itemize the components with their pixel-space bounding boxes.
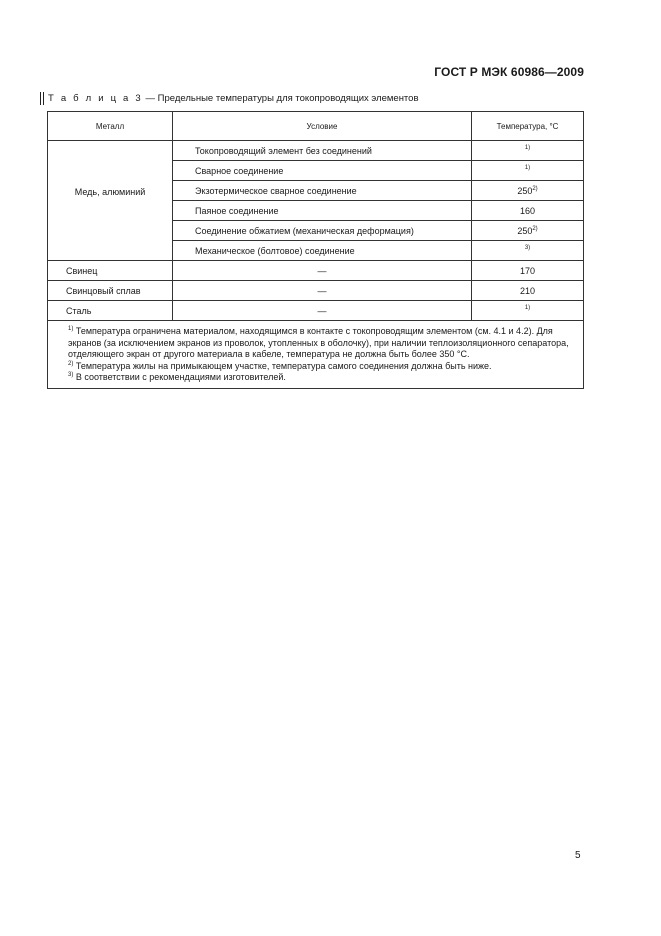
table-header-row <box>48 112 584 141</box>
footnote-ref: 2) <box>532 185 538 192</box>
footnote-ref: 1) <box>524 304 531 311</box>
temperature-limits-table <box>47 111 584 389</box>
metal-cell: Свинец <box>48 261 173 281</box>
caption-title: — Предельные температуры для токопроводящих элементов <box>142 93 419 104</box>
table-row <box>48 261 584 281</box>
column-header-condition: Условие <box>173 112 472 141</box>
table-caption <box>40 92 585 106</box>
temperature-cell: 250$^{2)}$ <box>472 221 584 241</box>
footnote-ref: 1) <box>524 144 531 151</box>
footnote: $^{2)}$ Температура жилы на примыкающем участке, температура самого соединения должна быть ниже. <box>68 360 492 371</box>
caption-label: Т а б л и ц а 3 <box>48 93 143 104</box>
condition-cell: Соединение обжатием (механическая деформация) <box>173 221 472 241</box>
column-header-temperature: Температура, °С <box>472 112 584 141</box>
condition-cell: — <box>173 301 472 321</box>
footnote-mark: 3) <box>68 372 74 378</box>
metal-cell-copper-aluminium: Медь, алюминий <box>48 141 173 261</box>
footnote: $^{1)}$ Температура ограничена материалом, находящимся в контакте с токопроводящим элементом (см. 4.1 и 4.2). Для экранов (за исключением экранов из проволок, утопленных в оболочку), при наличии теплоизоляционного сепаратора, отделяющего экран от другого материала в кабеле, температура не должна быть более 350 °С. <box>68 326 569 359</box>
document-code: ГОСТ Р МЭК 60986—2009 <box>434 65 584 79</box>
condition-cell: Паяное соединение <box>173 201 472 221</box>
temperature-cell: 210 <box>472 281 584 301</box>
temperature-cell <box>472 241 584 261</box>
temperature-cell: 250$^{2)}$ <box>472 181 584 201</box>
caption-text <box>48 93 419 104</box>
page-number: 5 <box>575 850 581 861</box>
condition-cell: — <box>173 261 472 281</box>
footnote: $^{3)}$ В соответствии с рекомендациями изготовителей. <box>68 372 286 382</box>
column-header-metal: Металл <box>48 112 173 141</box>
temperature-cell <box>472 161 584 181</box>
temperature-cell <box>472 301 584 321</box>
table-footnotes <box>48 321 584 389</box>
temperature-cell: 160 <box>472 201 584 221</box>
condition-cell: Экзотермическое сварное соединение <box>173 181 472 201</box>
footnote-ref: 1) <box>524 164 531 171</box>
table-row <box>48 301 584 321</box>
condition-cell: — <box>173 281 472 301</box>
footnote-ref: 2) <box>532 225 538 232</box>
metal-cell: Свинцовый сплав <box>48 281 173 301</box>
temperature-cell: 170 <box>472 261 584 281</box>
condition-cell: Токопроводящий элемент без соединений <box>173 141 472 161</box>
table-row <box>48 141 584 161</box>
condition-cell: Сварное соединение <box>173 161 472 181</box>
revision-bar <box>43 92 44 105</box>
table-row <box>48 281 584 301</box>
temperature-cell <box>472 141 584 161</box>
revision-bar <box>40 92 41 105</box>
footnotes-row <box>48 321 584 389</box>
footnote-mark: 2) <box>68 360 74 367</box>
footnote-ref: 3) <box>524 244 531 251</box>
condition-cell: Механическое (болтовое) соединение <box>173 241 472 261</box>
metal-cell: Сталь <box>48 301 173 321</box>
footnote-mark: 1) <box>68 326 74 332</box>
